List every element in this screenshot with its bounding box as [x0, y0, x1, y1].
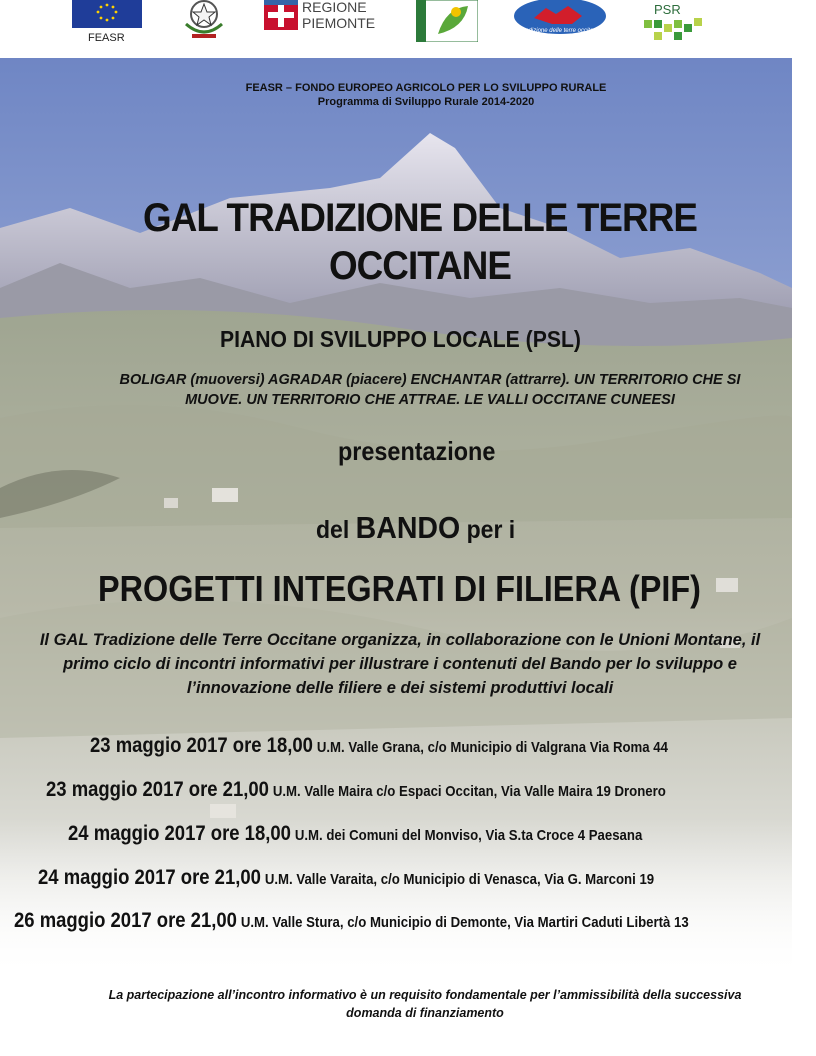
event-item [14, 909, 689, 933]
piemonte-text-1: REGIONE [302, 0, 367, 15]
page-title: GAL TRADIZIONE DELLE TERRE OCCITANE [142, 196, 697, 288]
feasr-header-line: FEASR – FONDO EUROPEO AGRICOLO PER LO SVILUPPO RURALE [245, 82, 607, 94]
leader-logo [416, 0, 478, 42]
event-date: 24 maggio 2017 ore 18,00 [68, 822, 291, 845]
bando-main: BANDO [355, 510, 461, 545]
event-location: U.M. Valle Varaita, c/o Municipio di Venasca, Via G. Marconi 19 [264, 871, 655, 888]
event-item [68, 822, 642, 846]
event-date: 24 maggio 2017 ore 21,00 [38, 866, 261, 889]
italian-republic-emblem-logo [176, 0, 232, 40]
bando-post: per i [460, 516, 516, 544]
presentazione-heading: presentazione [338, 436, 496, 466]
footnote: La partecipazione all’incontro informativo è un requisito fondamentale per l’ammissibilità della successiva domanda di finanziamento [108, 988, 742, 1020]
event-location: U.M. dei Comuni del Monviso, Via S.ta Croce 4 Paesana [294, 827, 643, 844]
gal-tradizione-logo [512, 0, 608, 38]
event-date: 23 maggio 2017 ore 21,00 [46, 778, 269, 801]
psr-logo [640, 0, 706, 42]
logo-strip [0, 0, 816, 58]
eu-flag-logo [72, 0, 142, 28]
svg-text:Tradizione delle terre occitan: Tradizione delle terre occitane [520, 28, 600, 34]
event-item [46, 778, 666, 802]
program-title: PROGETTI INTEGRATI DI FILIERA (PIF) [98, 568, 701, 609]
poster-panel [0, 58, 792, 978]
piemonte-text-2: PIEMONTE [302, 15, 376, 31]
motto-text: BOLIGAR (muoversi) AGRADAR (piacere) ENCHANTAR (attrarre). UN TERRITORIO CHE SI MUOVE. UN TERRITORIO CHE ATTRAE. LE VALLI OCCITANE CUNEESI [119, 372, 741, 408]
bando-pre: del [316, 516, 356, 544]
eu-logo-label: FEASR [88, 32, 125, 44]
intro-paragraph: Il GAL Tradizione delle Terre Occitane organizza, in collaborazione con le Unioni Montane, il primo ciclo di incontri informativi per illustrare i contenuti del Bando per lo sviluppo e l’innovazione delle filiere e dei sistemi produttivi locali [39, 631, 761, 697]
event-item [38, 866, 654, 890]
psl-subtitle: PIANO DI SVILUPPO LOCALE (PSL) [220, 326, 581, 352]
event-date: 23 maggio 2017 ore 18,00 [90, 734, 313, 757]
event-location: U.M. Valle Maira c/o Espaci Occitan, Via Valle Maira 19 Dronero [272, 783, 666, 800]
regione-piemonte-logo [264, 0, 384, 32]
bando-heading [316, 510, 515, 546]
event-item [90, 734, 668, 758]
event-location: U.M. Valle Grana, c/o Municipio di Valgrana Via Roma 44 [316, 739, 668, 756]
event-date: 26 maggio 2017 ore 21,00 [14, 909, 237, 932]
svg-text:PSR: PSR [654, 2, 681, 17]
program-header-line: Programma di Sviluppo Rurale 2014-2020 [317, 96, 535, 108]
event-location: U.M. Valle Stura, c/o Municipio di Demonte, Via Martiri Caduti Libertà 13 [240, 914, 689, 931]
